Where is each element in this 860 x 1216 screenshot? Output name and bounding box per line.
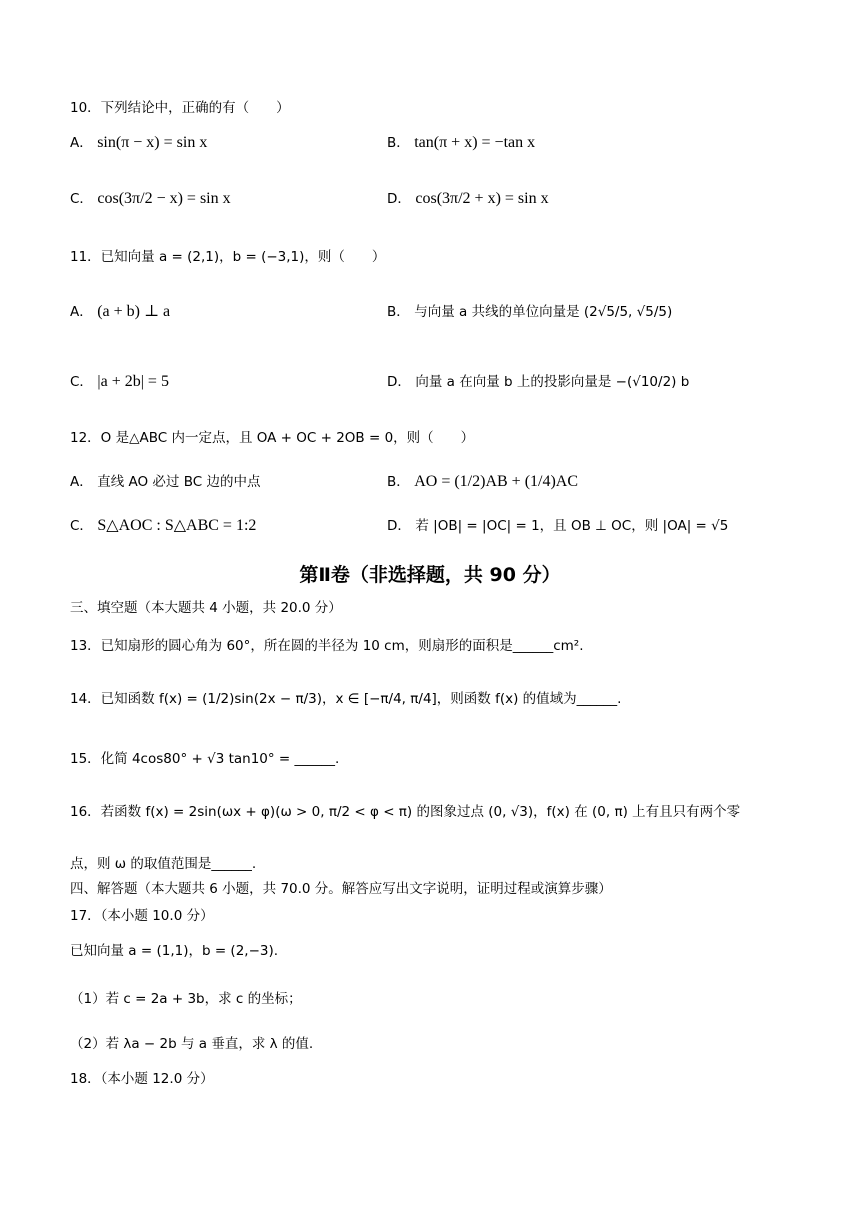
q17-stem: 已知向量 a = (1,1)，b = (2,−3). (70, 943, 279, 959)
option-expr: cos(3π/2 + x) = sin x (415, 190, 549, 207)
q11-option-d (387, 373, 689, 391)
option-label: B． (387, 304, 410, 320)
q16-text-line1: 16．若函数 f(x) = 2sin(ωx + φ)(ω > 0, π/2 < φ < π) 的图象过点 (0, √3)，f(x) 在 (0, π) 上有且只有两个零 (70, 804, 741, 820)
q15-text: 15．化简 4cos80° + √3 tan10° = ______. (70, 751, 340, 767)
q14-text: 14．已知函数 f(x) = (1/2)sin(2x − π/3)，x ∈ [−π/4, π/4]，则函数 f(x) 的值域为______. (70, 691, 622, 707)
q12-option-b (387, 473, 578, 491)
option-expr: sin(π − x) = sin x (97, 134, 208, 151)
option-label: D． (387, 191, 411, 207)
q12-stem: 12．O 是△ABC 内一定点，且 OA + OC + 2OB = 0，则（ ） (70, 430, 475, 446)
part-3-header: 三、填空题（本大题共 4 小题，共 20.0 分） (70, 600, 342, 616)
q10-option-a (70, 134, 207, 152)
option-label: A． (70, 474, 93, 490)
q11-option-a (70, 303, 170, 321)
q11-option-c (70, 373, 169, 391)
option-label: D． (387, 518, 411, 534)
q12-option-d (387, 517, 728, 535)
option-label: A． (70, 135, 93, 151)
q12-option-c (70, 517, 256, 535)
option-label: C． (70, 518, 93, 534)
q17-part-2: （2）若 λa − 2b 与 a 垂直，求 λ 的值. (70, 1036, 314, 1052)
q12-option-a (70, 473, 260, 491)
section-2-title: 第Ⅱ卷（非选择题，共 90 分） (299, 564, 561, 586)
q13-text: 13．已知扇形的圆心角为 60°，所在圆的半径为 10 cm，则扇形的面积是______cm². (70, 638, 584, 654)
option-expr: tan(π + x) = −tan x (414, 134, 536, 151)
option-expr: S△AOC : S△ABC = 1:2 (97, 517, 257, 534)
q11-option-b (387, 303, 672, 321)
q10-option-d (387, 190, 549, 208)
option-text: 若 |OB| = |OC| = 1，且 OB ⊥ OC，则 |OA| = √5 (415, 518, 729, 534)
option-label: A． (70, 304, 93, 320)
option-label: B． (387, 474, 410, 490)
q11-stem: 11．已知向量 a = (2,1)，b = (−3,1)，则（ ） (70, 249, 386, 265)
option-text: 直线 AO 必过 BC 边的中点 (97, 474, 261, 490)
q10-option-c (70, 190, 231, 208)
q10-option-b (387, 134, 535, 152)
q18-head: 18．（本小题 12.0 分） (70, 1071, 214, 1087)
q10-stem: 10．下列结论中，正确的有（ ） (70, 100, 290, 116)
option-expr: (a + b) ⊥ a (97, 303, 171, 320)
option-label: D． (387, 374, 411, 390)
option-text: 向量 a 在向量 b 上的投影向量是 −(√10/2) b (415, 374, 690, 390)
q16-text-line2: 点，则 ω 的取值范围是______. (70, 856, 257, 872)
option-expr: AO = (1/2)AB + (1/4)AC (414, 473, 579, 490)
option-label: C． (70, 374, 93, 390)
option-expr: |a + 2b| = 5 (97, 373, 169, 390)
option-expr: cos(3π/2 − x) = sin x (97, 190, 231, 207)
option-label: C． (70, 191, 93, 207)
option-text: 与向量 a 共线的单位向量是 (2√5/5, √5/5) (414, 304, 673, 320)
part-4-header: 四、解答题（本大题共 6 小题，共 70.0 分。解答应写出文字说明，证明过程或演算步骤） (70, 881, 612, 897)
q17-part-1: （1）若 c = 2a + 3b，求 c 的坐标； (70, 991, 302, 1007)
q17-head: 17．（本小题 10.0 分） (70, 908, 214, 924)
option-label: B． (387, 135, 410, 151)
